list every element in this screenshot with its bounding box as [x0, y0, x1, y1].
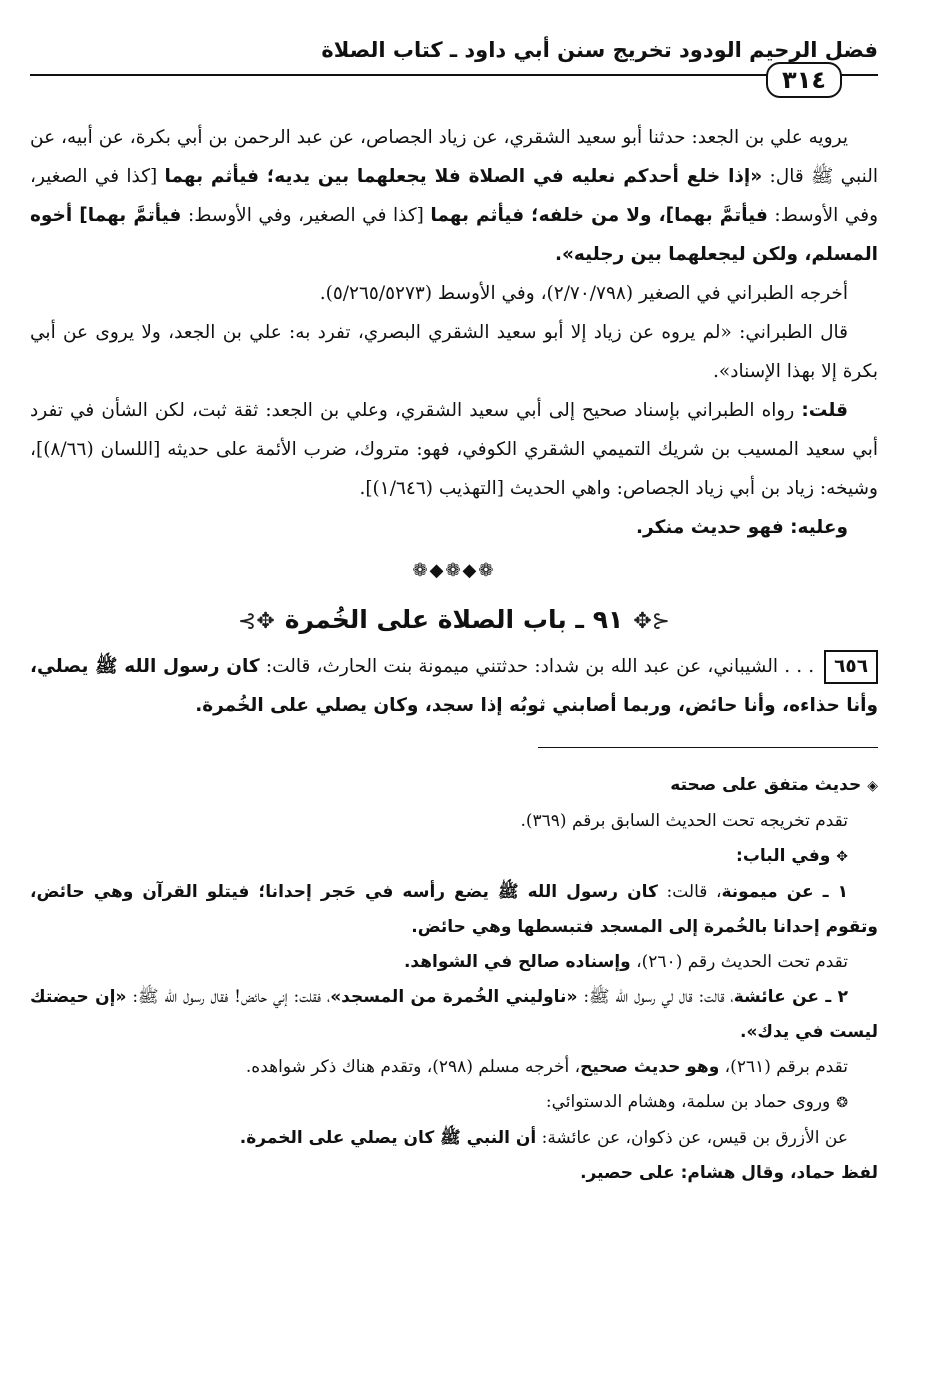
text: [كذا في الصغير، وفي الأوسط: [181, 205, 431, 226]
verdict-text: فهو حديث منكر. [636, 517, 791, 538]
matn-text: كان رسول الله ﷺ يصلي، وأنا حذاءه، وأنا حائض، وربما أصابني ثوبُه إذا سجد، وكان يصلي على الخُمرة. [30, 656, 878, 716]
hadith-paragraph [30, 647, 878, 725]
notes-section [30, 768, 878, 1191]
grading-text: وإسناده صالح في الشواهد. [403, 952, 631, 972]
flourish-right-icon: ⊰✥ [633, 609, 671, 634]
bullet-icon: ◈ [867, 778, 878, 794]
flourish-left-icon: ✥⊱ [237, 609, 275, 634]
text: رواه الطبراني بإسناد صحيح إلى أبي سعيد الشقري، وعلي بن الجعد: ثقة ثبت، لكن الشأن في تفرد أبي سعيد المسيب بن شريك التميمي الشقري الكوفي، فهو: متروك، ضرب الأئمة على حديثه [اللسان (٨/٦٦)]، وشيخه: زياد بن أبي زياد الجصاص: واهي الحديث [التهذيب (١/٦٤٦)]. [30, 400, 878, 499]
chapter-title-text: ٩١ ـ باب الصلاة على الخُمرة [284, 605, 624, 634]
hadith-text: فيأتمَّ بهما] أخوه المسلم، ولكن ليجعلهما بين رجليه». [30, 205, 878, 265]
paragraph-tabarani-quote: قال الطبراني: «لم يروه عن زياد إلا أبو سعيد الشقري البصري، تفرد به: علي بن الجعد، ولا يروى عن أبي بكرة إلا بهذا الإسناد». [30, 322, 878, 382]
supporting-item-1 [30, 875, 878, 945]
supporting-item-2 [30, 980, 878, 1050]
text: [كذا في الصغير، وفي الأوسط: [30, 166, 878, 226]
hadith-text: فيأتمَّ بهما]، ولا من خلفه؛ فيأثم بهما [430, 205, 768, 226]
text: ، أخرجه مسلم (٢٩٨)، وتقدم هناك ذكر شواهده. [245, 1057, 581, 1077]
hadith-number: ٦٥٦ [824, 650, 878, 684]
section-ornament: ❁◆❁◆❁ [412, 560, 496, 581]
hadith-text: «ناوليني الخُمرة من المسجد» [330, 987, 578, 1007]
footnote-rule [538, 747, 878, 748]
riwaya-text [30, 1121, 878, 1156]
item-head: ١ ـ عن ميمونة [721, 882, 848, 902]
main-text [30, 118, 878, 1191]
bullet-icon: ✥ [836, 849, 848, 865]
riwaya-intro [30, 1085, 878, 1121]
bullet-icon: ❂ [836, 1095, 848, 1111]
supporting-item-2-note [30, 1050, 878, 1085]
header-rule [30, 74, 878, 76]
text: تقدم برقم (٢٦١)، [719, 1057, 848, 1077]
final-line [30, 1156, 878, 1191]
hadith-text: «إن حيضتك ليست في يدك». [30, 987, 878, 1042]
text: عن الأزرق بن قيس، عن ذكوان، عن عائشة: [536, 1128, 848, 1148]
paragraph-takhrij: أخرجه الطبراني في الصغير (٢/٧٠/٧٩٨)، وفي الأوسط (٥/٢٦٥/٥٢٧٣). [319, 283, 848, 304]
paragraph-author-comment [30, 391, 878, 508]
hadith-text: كان رسول الله ﷺ يضع رأسه في حَجر إحدانا؛ فيتلو القرآن وهي حائض، وتقوم إحدانا بالخُمرة إلى المسجد فتبسطها وهي حائض. [30, 882, 878, 937]
status-text: حديث متفق على صحته [670, 775, 862, 795]
paragraph-verdict [30, 508, 878, 547]
bab-label-text: وفي الباب: [736, 846, 831, 866]
book-page [30, 30, 878, 1373]
paragraph-riwaya [30, 118, 878, 274]
grading-text: وهو حديث صحيح [580, 1057, 720, 1077]
hadith-status [30, 768, 878, 804]
running-header: فضل الرحيم الودود تخريج سنن أبي داود ـ كتاب الصلاة [321, 38, 878, 62]
supporting-item-1-note [30, 945, 878, 980]
item-head: ٢ ـ عن عائشة [733, 987, 848, 1007]
note-line: تقدم تخريجه تحت الحديث السابق برقم (٣٦٩). [520, 811, 848, 831]
text: لفظ حماد، وقال هشام: [674, 1163, 878, 1183]
text: ، فقلت: إني حائض! فقال رسول الله ﷺ: [126, 987, 331, 1007]
text: ، قالت: [657, 882, 722, 902]
hadith-text: أن النبي ﷺ كان يصلي على الخمرة. [239, 1128, 537, 1148]
text: تقدم تحت الحديث رقم (٢٦٠)، [630, 952, 848, 972]
comment-label: قلت: [801, 400, 848, 421]
verdict-label: وعليه: [790, 517, 848, 538]
hadith-text: «إذا خلع أحدكم نعليه في الصلاة فلا يجعلهما بين يديه؛ فيأثم بهما [164, 166, 763, 187]
bab-label [30, 839, 878, 875]
text: يرويه علي بن الجعد: حدثنا أبو سعيد الشقري، عن زياد الجصاص، عن عبد الرحمن بن أبي بكرة، عن أبيه، عن النبي ﷺ قال: [30, 127, 878, 187]
isnad-text: . . . الشيباني، عن عبد الله بن شداد: حدثتني ميمونة بنت الحارث، قالت: [259, 656, 815, 677]
chapter-title [30, 600, 878, 641]
text: وروى حماد بن سلمة، وهشام الدستوائي: [545, 1092, 831, 1112]
hadith-text: على حصير. [580, 1163, 675, 1183]
text: ، قالت: قال لي رسول الله ﷺ: [577, 987, 734, 1007]
page-number: ٣١٤ [766, 62, 842, 98]
